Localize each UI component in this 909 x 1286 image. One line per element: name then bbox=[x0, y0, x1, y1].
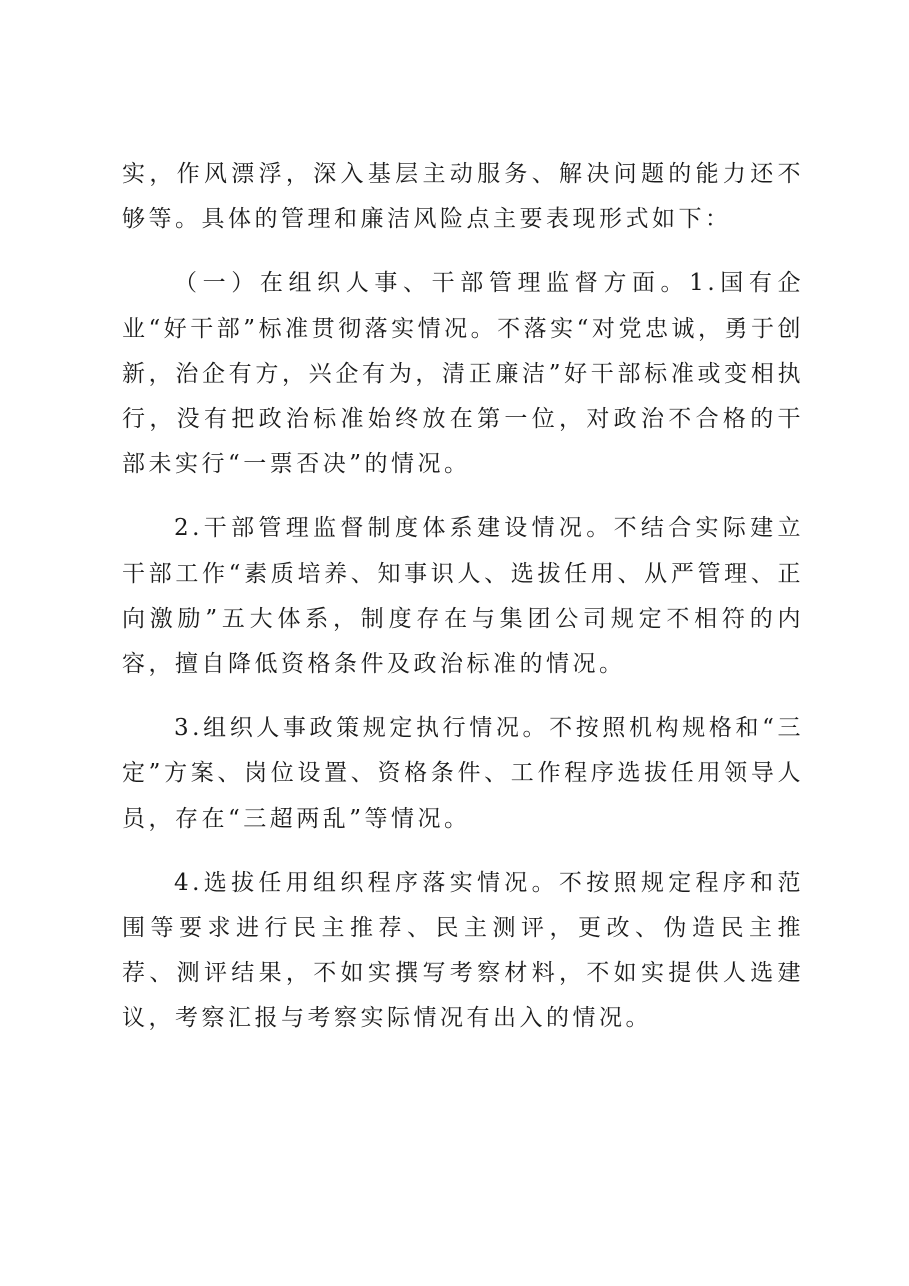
paragraph-section-one-item-1: （一）在组织人事、干部管理监督方面。1.国有企业“好干部”标准贯彻落实情况。不落实“对党忠诚，勇于创新，治企有方，兴企有为，清正廉洁”好干部标准或变相执行，没有把政治标准始终放在第一位，对政治不合格的干部未实行“一票否决”的情况。 bbox=[122, 270, 804, 478]
paragraph-item-3: 3.组织人事政策规定执行情况。不按照机构规格和“三定”方案、岗位设置、资格条件、工作程序选拔任用领导人员，存在“三超两乱”等情况。 bbox=[122, 715, 804, 832]
document-body bbox=[122, 152, 804, 1061]
paragraph-item-4: 4.选拔任用组织程序落实情况。不按照规定程序和范围等要求进行民主推荐、民主测评，更改、伪造民主推荐、测评结果，不如实撰写考察材料，不如实提供人选建议，考察汇报与考察实际情况有出入的情况。 bbox=[122, 869, 804, 1032]
paragraph-item-2: 2.干部管理监督制度体系建设情况。不结合实际建立干部工作“素质培养、知事识人、选拔任用、从严管理、正向激励”五大体系，制度存在与集团公司规定不相符的内容，擅自降低资格条件及政治标准的情况。 bbox=[122, 515, 804, 678]
paragraph-continuation: 实，作风漂浮，深入基层主动服务、解决问题的能力还不够等。具体的管理和廉洁风险点主要表现形式如下： bbox=[122, 161, 804, 233]
